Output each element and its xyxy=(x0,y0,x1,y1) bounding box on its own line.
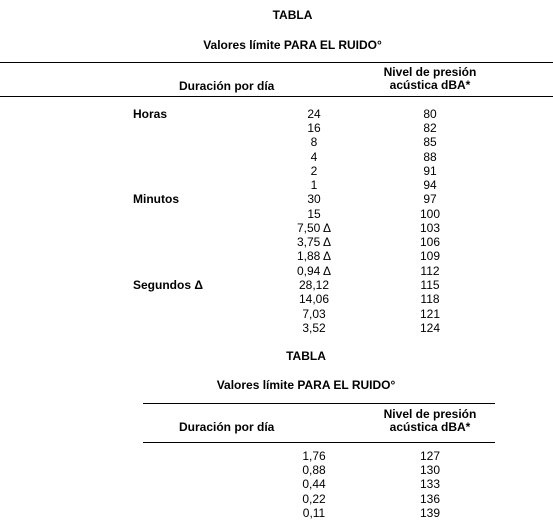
table-row xyxy=(0,135,553,149)
table-row xyxy=(0,477,553,491)
duration-cell: 0,22 xyxy=(302,492,326,506)
level-cell: 139 xyxy=(419,506,441,520)
level-cell: 136 xyxy=(419,492,441,506)
level-cell: 100 xyxy=(419,207,441,221)
level-cell: 85 xyxy=(423,135,437,149)
table-row xyxy=(0,292,553,306)
duration-cell: 24 xyxy=(307,107,321,121)
duration-cell: 15 xyxy=(307,207,321,221)
table-row xyxy=(0,121,553,135)
level-cell: 103 xyxy=(419,221,441,235)
duration-cell: 30 xyxy=(307,192,321,206)
duration-cell: 0,94 Δ xyxy=(296,264,332,278)
table-row xyxy=(0,463,553,477)
header-level-line1: Nivel de presión xyxy=(383,407,477,421)
table-label: TABLA xyxy=(286,349,326,363)
table-subtitle: Valores límite PARA EL RUIDO° xyxy=(203,38,382,52)
table-row xyxy=(0,264,553,278)
duration-cell: 28,12 xyxy=(298,278,330,292)
duration-cell: 7,03 xyxy=(302,307,326,321)
header-level-line2: acústica dBA* xyxy=(389,420,471,434)
level-cell: 127 xyxy=(419,449,441,463)
table-row xyxy=(0,150,553,164)
level-cell: 121 xyxy=(419,307,441,321)
table-row xyxy=(0,307,553,321)
level-cell: 133 xyxy=(419,477,441,491)
header-level-line2: acústica dBA* xyxy=(389,78,471,92)
duration-cell: 1,88 Δ xyxy=(296,249,332,263)
table-row xyxy=(0,107,553,121)
duration-cell: 3,52 xyxy=(302,321,326,335)
duration-cell: 7,50 Δ xyxy=(296,221,332,235)
duration-cell: 0,88 xyxy=(302,463,326,477)
header-duration: Duración por día xyxy=(179,79,275,93)
level-cell: 130 xyxy=(419,463,441,477)
table-row xyxy=(0,178,553,192)
header-bottom-rule xyxy=(0,96,553,97)
level-cell: 124 xyxy=(419,321,441,335)
table-row xyxy=(0,249,553,263)
level-cell: 109 xyxy=(419,249,441,263)
header-bottom-rule xyxy=(143,442,495,443)
level-cell: 80 xyxy=(423,107,437,121)
table-row xyxy=(0,192,553,206)
group-label-seconds: Segundos Δ xyxy=(133,278,203,292)
table-row xyxy=(0,492,553,506)
table-top-rule xyxy=(0,62,553,63)
header-level-line1: Nivel de presión xyxy=(383,65,477,79)
table-row xyxy=(0,278,553,292)
level-cell: 94 xyxy=(423,178,437,192)
table-row xyxy=(0,449,553,463)
duration-cell: 14,06 xyxy=(298,292,330,306)
duration-cell: 1 xyxy=(310,178,318,192)
level-cell: 112 xyxy=(420,264,440,278)
group-label-hours: Horas xyxy=(133,107,168,121)
level-cell: 115 xyxy=(420,278,440,292)
duration-cell: 0,11 xyxy=(302,506,326,520)
table-top-rule xyxy=(143,403,495,404)
table-row xyxy=(0,221,553,235)
header-duration: Duración por día xyxy=(179,420,275,434)
table-row xyxy=(0,506,553,520)
duration-cell: 8 xyxy=(310,135,318,149)
table-row xyxy=(0,321,553,335)
group-label-minutes: Minutos xyxy=(133,192,179,206)
duration-cell: 2 xyxy=(310,164,318,178)
level-cell: 106 xyxy=(419,235,441,249)
level-cell: 91 xyxy=(423,164,437,178)
level-cell: 97 xyxy=(423,192,437,206)
duration-cell: 1,76 xyxy=(302,449,326,463)
duration-cell: 0,44 xyxy=(302,477,326,491)
level-cell: 118 xyxy=(420,292,440,306)
table-subtitle: Valores límite PARA EL RUIDO° xyxy=(216,378,396,392)
table-row xyxy=(0,164,553,178)
level-cell: 82 xyxy=(423,121,437,135)
table-row xyxy=(0,235,553,249)
table-row xyxy=(0,207,553,221)
table-label: TABLA xyxy=(272,8,313,22)
duration-cell: 16 xyxy=(307,121,321,135)
level-cell: 88 xyxy=(423,150,437,164)
duration-cell: 4 xyxy=(310,150,318,164)
duration-cell: 3,75 Δ xyxy=(296,235,332,249)
